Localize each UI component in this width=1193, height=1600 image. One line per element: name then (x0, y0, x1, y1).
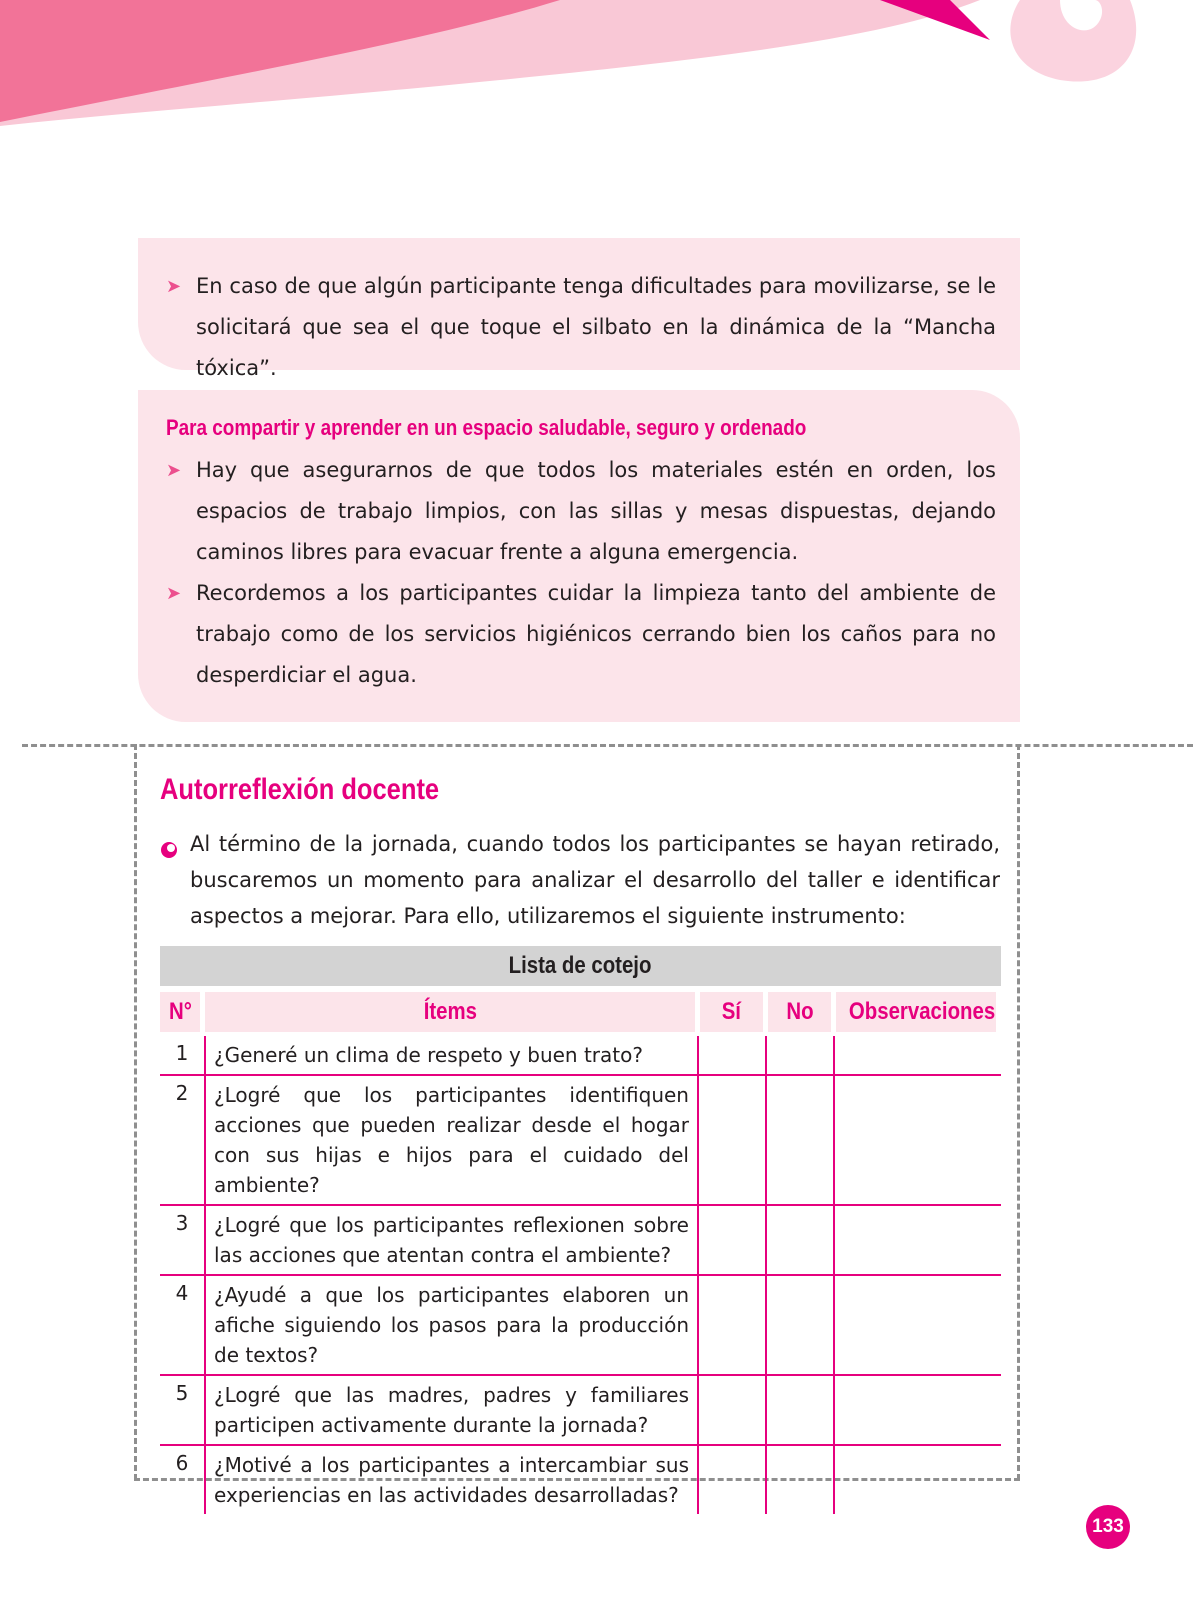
observations-cell[interactable] (835, 1446, 1001, 1514)
arrow-bullet-icon: ➤ (166, 583, 182, 604)
table-caption: Lista de cotejo (160, 946, 1001, 986)
header-si: Sí (700, 992, 763, 1032)
row-item: ¿Generé un clima de respeto y buen trato? (204, 1036, 699, 1074)
bullet-item: ➤ En caso de que algún participante tenga dificultades para movilizarse, se le solicitará que sea el que toque el silbato en la dinámica de la “Mancha tóxica”. (166, 266, 996, 389)
row-item: ¿Motivé a los participantes a intercambiar sus experiencias en las actividades desarrolladas? (204, 1446, 699, 1514)
row-item: ¿Logré que los participantes identifiquen acciones que pueden realizar desde el hogar con sus hijas e hijos para el cuidado del ambiente? (204, 1076, 699, 1204)
circle-bullet-icon (160, 826, 190, 934)
row-number: 1 (175, 1041, 189, 1065)
observations-cell[interactable] (835, 1376, 1001, 1444)
bullet-item: ➤ Hay que asegurarnos de que todos los materiales estén en orden, los espacios de trabajo limpios, con las sillas y mesas dispuestas, dejando caminos libres para evacuar frente a alguna emergencia. (166, 450, 996, 573)
page-number-badge: 133 (1086, 1505, 1130, 1549)
table-row (160, 1276, 1001, 1376)
dashed-border-left (134, 744, 137, 1480)
no-cell[interactable] (767, 1376, 835, 1444)
table-row (160, 1206, 1001, 1276)
no-cell[interactable] (767, 1206, 835, 1274)
table-row (160, 1076, 1001, 1206)
si-cell[interactable] (699, 1036, 767, 1074)
no-cell[interactable] (767, 1076, 835, 1204)
checklist-table (160, 946, 1001, 1514)
table-header (160, 992, 1001, 1032)
si-cell[interactable] (699, 1076, 767, 1204)
row-item: ¿Logré que las madres, padres y familiares participen activamente durante la jornada? (204, 1376, 699, 1444)
si-cell[interactable] (699, 1376, 767, 1444)
arrow-bullet-icon: ➤ (166, 276, 182, 297)
header-num: N° (160, 992, 200, 1032)
box-title: Para compartir y aprender en un espacio saludable, seguro y ordenado (166, 415, 807, 440)
table-row (160, 1376, 1001, 1446)
header-items: Ítems (205, 992, 695, 1032)
si-cell[interactable] (699, 1206, 767, 1274)
observations-cell[interactable] (835, 1276, 1001, 1374)
no-cell[interactable] (767, 1036, 835, 1074)
si-cell[interactable] (699, 1446, 767, 1514)
observations-cell[interactable] (835, 1206, 1001, 1274)
row-number: 4 (175, 1281, 189, 1305)
observations-cell[interactable] (835, 1036, 1001, 1074)
row-number: 6 (175, 1451, 189, 1475)
row-number: 3 (175, 1211, 189, 1235)
table-row (160, 1036, 1001, 1076)
bullet-item: ➤ Recordemos a los participantes cuidar la limpieza tanto del ambiente de trabajo como de los servicios higiénicos cerrando bien los caños para no desperdiciar el agua. (166, 573, 996, 696)
si-cell[interactable] (699, 1276, 767, 1374)
header-observaciones: Observaciones (836, 992, 996, 1032)
row-number: 5 (175, 1381, 189, 1405)
table-row (160, 1446, 1001, 1514)
no-cell[interactable] (767, 1276, 835, 1374)
row-number: 2 (175, 1081, 189, 1105)
dashed-border-right (1017, 744, 1020, 1480)
observations-cell[interactable] (835, 1076, 1001, 1204)
section-title: Autorreflexión docente (160, 773, 440, 806)
header-wave-decoration (0, 0, 1193, 160)
row-item: ¿Ayudé a que los participantes elaboren un afiche siguiendo los pasos para la producción de textos? (204, 1276, 699, 1374)
tip-box (138, 238, 1020, 380)
no-cell[interactable] (767, 1446, 835, 1514)
arrow-bullet-icon: ➤ (166, 460, 182, 481)
safe-space-box (138, 390, 1020, 722)
intro-paragraph: Al término de la jornada, cuando todos los participantes se hayan retirado, buscaremos un momento para analizar el desarrollo del taller e identificar aspectos a mejorar. Para ello, utilizaremos el siguiente instrumento: (160, 826, 1000, 934)
row-item: ¿Logré que los participantes reflexionen sobre las acciones que atentan contra el ambiente? (204, 1206, 699, 1274)
header-no: No (768, 992, 831, 1032)
